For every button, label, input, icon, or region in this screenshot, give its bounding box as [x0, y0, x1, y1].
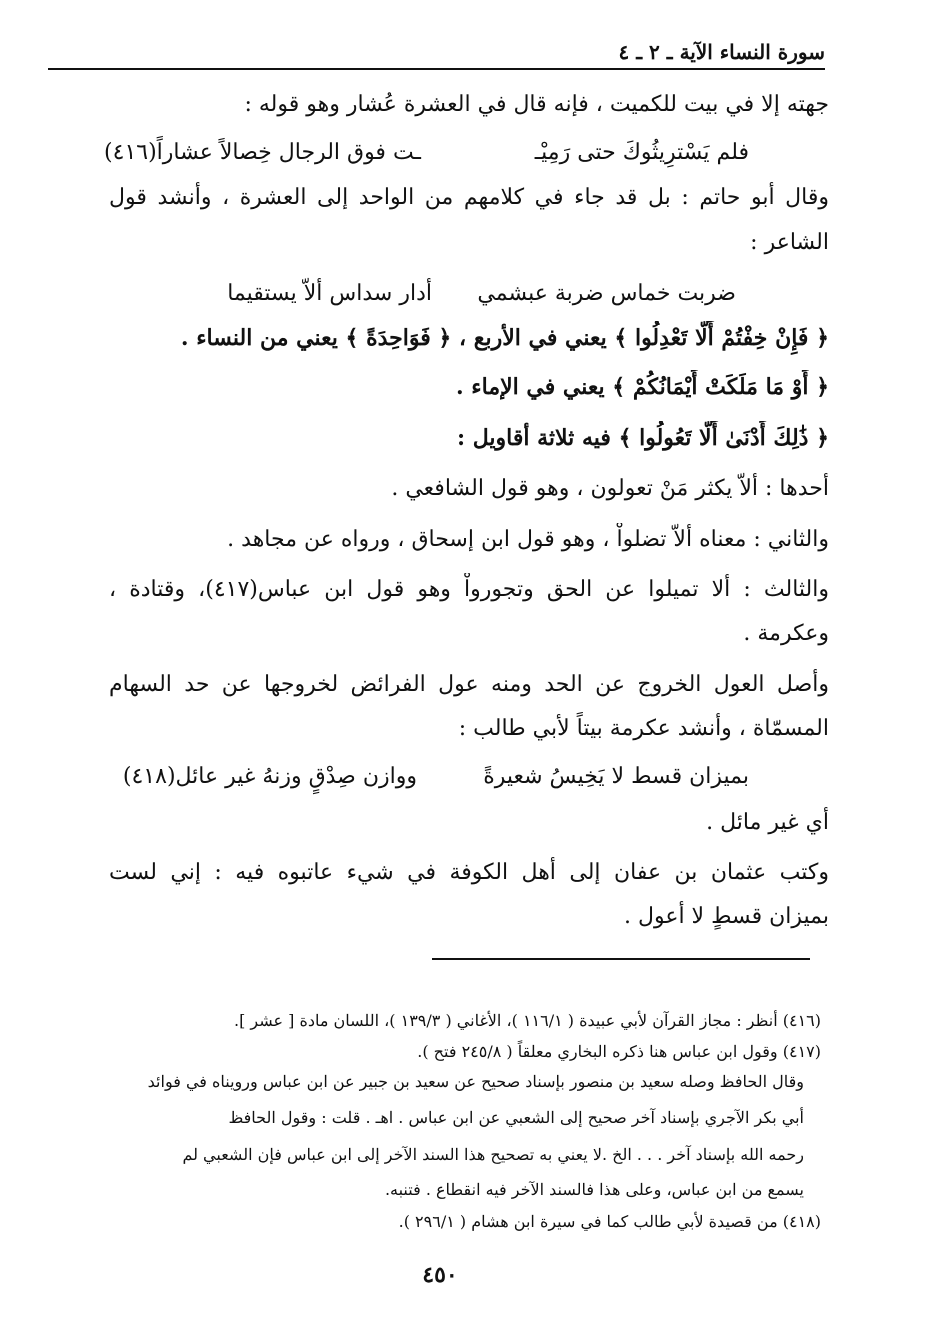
footnote-continuation: رحمه الله بإسناد آخر . . . الخ .لا يعني به تصحيح هذا السند الآخر إلى ابن عباس فإن الشعبي لم — [182, 1145, 804, 1164]
footnote: (٤١٧) وقول ابن عباس هنا ذكره البخاري معلقاً ( ٢٤٥/٨ فتح ). — [417, 1042, 821, 1061]
footnote-continuation: وقال الحافظ وصله سعيد بن منصور بإسناد صحيح عن سعيد بن جبير عن ابن عباس ورويناه في فوائد — [147, 1072, 804, 1091]
text-line: والثاني : معناه ألاّ تضلواْ ، وهو قول ابن إسحاق ، ورواه عن مجاهد . — [227, 527, 829, 552]
page-number: ٤٥٠ — [422, 1262, 458, 1288]
text-line: والثالث : ألا تميلوا عن الحق وتجورواْ وهو قول ابن عباس(٤١٧)، وقتادة ، — [109, 577, 829, 602]
quran-line: ﴿ ذَٰلِكَ أَدْنَىٰ أَلَّا تَعُولُوا ﴾ فيه ثلاثة أقاويل : — [456, 425, 829, 451]
verse-hemistich-1: ضربت خماس ضربة عبشمي — [477, 281, 736, 306]
verse-hemistich-2: ووازن صِدْقٍ وزنهُ غير عائل(٤١٨) — [122, 764, 417, 789]
text-line: وكتب عثمان بن عفان إلى أهل الكوفة في شيء عاتبوه فيه : إني لست — [109, 860, 829, 885]
quran-line: ﴿ فَإِنْ خِفْتُمْ أَلَّا تَعْدِلُوا ﴾ يعني في الأربع ، ﴿ فَوَاحِدَةً ﴾ يعني من النساء . — [180, 325, 829, 351]
text-line: بميزان قسطٍ لا أعول . — [623, 904, 829, 929]
verse-hemistich-1: بميزان قسط لا يَخِيسُ شعيرةً — [483, 764, 749, 789]
text-line: وعكرمة . — [743, 621, 829, 646]
verse-hemistich-1: فلم يَسْترِيثُوكَ حتى رَمِيْـ — [534, 140, 749, 165]
text-line: أي غير مائل . — [706, 810, 829, 835]
footnote-continuation: أبي بكر الآجري بإسناد آخر صحيح إلى الشعبي عن ابن عباس . اهـ . قلت : وقول الحافظ — [228, 1108, 804, 1127]
text-line: وقال أبو حاتم : بل قد جاء في كلامهم من الواحد إلى العشرة ، وأنشد قول — [109, 185, 829, 210]
footnote-continuation: يسمع من ابن عباس، وعلى هذا فالسند الآخر فيه انقطاع . فتنبه. — [384, 1180, 804, 1199]
running-header: سورة النساء الآية ـ ٢ ـ ٤ — [618, 40, 825, 64]
verse-hemistich-2: ـت فوق الرجال خِصالاً عشاراً(٤١٦) — [104, 140, 421, 165]
text-line: وأصل العول الخروج عن الحد ومنه عول الفرائض لخروجها عن حد السهام — [109, 672, 829, 697]
verse-hemistich-2: أدار سداس ألاّ يستقيما — [227, 281, 432, 306]
footnote: (٤١٦) أنظر : مجاز القرآن لأبي عبيدة ( ١١٦/١ )، الأغاني ( ١٣٩/٣ )، اللسان مادة [ عشر ]. — [233, 1011, 821, 1030]
text-line: المسمّاة ، وأنشد عكرمة بيتاً لأبي طالب : — [458, 716, 829, 741]
footnote-separator — [432, 958, 810, 960]
text-line: أحدها : ألاّ يكثر مَنْ تعولون ، وهو قول الشافعي . — [391, 476, 829, 501]
footnote: (٤١٨) من قصيدة لأبي طالب كما في سيرة ابن هشام ( ٢٩٦/١ ). — [398, 1212, 821, 1231]
header-rule — [48, 68, 825, 70]
text-line: جهته إلا في بيت للكميت ، فإنه قال في العشرة عُشار وهو قوله : — [244, 92, 829, 117]
quran-line: ﴿ أَوْ مَا مَلَكَتْ أَيْمَانُكُمْ ﴾ يعني في الإماء . — [455, 374, 829, 400]
text-line: الشاعر : — [750, 230, 829, 255]
